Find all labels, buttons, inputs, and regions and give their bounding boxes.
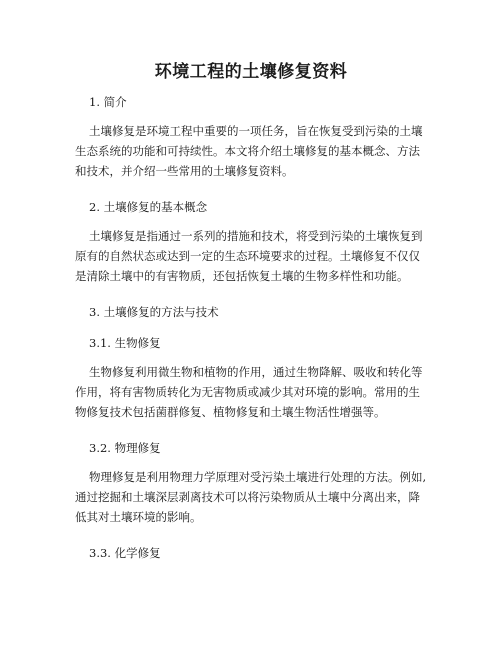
paragraph-line: 原有的自然状态或达到一定的生态环境要求的过程。土壤修复不仅仅 (75, 249, 420, 263)
subsection-paragraph-physical (75, 467, 435, 527)
paragraph-line: 低其对土壤环境的影响。 (75, 510, 202, 524)
paragraph-line: 土壤修复是指通过一系列的措施和技术，将受到污染的土壤恢复到 (89, 229, 423, 243)
paragraph-line: 作用，将有害物质转化为无害物质或减少其对环境的影响。常用的生 (75, 385, 420, 399)
subsection-heading-bio: 3.1. 生物修复 (89, 336, 161, 350)
paragraph-line: 生态系统的功能和可持续性。本文将介绍土壤修复的基本概念、方法 (75, 144, 420, 158)
paragraph-line: 物理修复是利用物理力学原理对受污染土壤进行处理的方法。例如, (89, 470, 427, 484)
section-heading-intro: 1. 简介 (89, 95, 127, 109)
section-paragraph-concepts (75, 226, 435, 286)
paragraph-line: 通过挖掘和土壤深层剥离技术可以将污染物质从土壤中分离出来，降 (75, 490, 420, 504)
section-paragraph-intro (75, 121, 435, 181)
section-heading-methods: 3. 土壤修复的方法与技术 (89, 305, 219, 319)
section-heading-concepts: 2. 土壤修复的基本概念 (89, 200, 208, 214)
paragraph-line: 物修复技术包括菌群修复、植物修复和土壤生物活性增强等。 (75, 405, 386, 419)
paragraph-line: 生物修复利用微生物和植物的作用，通过生物降解、吸收和转化等 (89, 365, 423, 379)
subsection-heading-chemical: 3.3. 化学修复 (89, 546, 161, 560)
paragraph-line: 和技术，并介绍一些常用的土壤修复资料。 (75, 164, 294, 178)
subsection-heading-physical: 3.2. 物理修复 (89, 441, 161, 455)
document-title: 环境工程的土壤修复资料 (154, 62, 348, 82)
paragraph-line: 土壤修复是环境工程中重要的一项任务，旨在恢复受到污染的土壤 (89, 124, 423, 138)
paragraph-line: 是清除土壤中的有害物质，还包括恢复土壤的生物多样性和功能。 (75, 269, 409, 283)
subsection-paragraph-bio (75, 362, 435, 422)
